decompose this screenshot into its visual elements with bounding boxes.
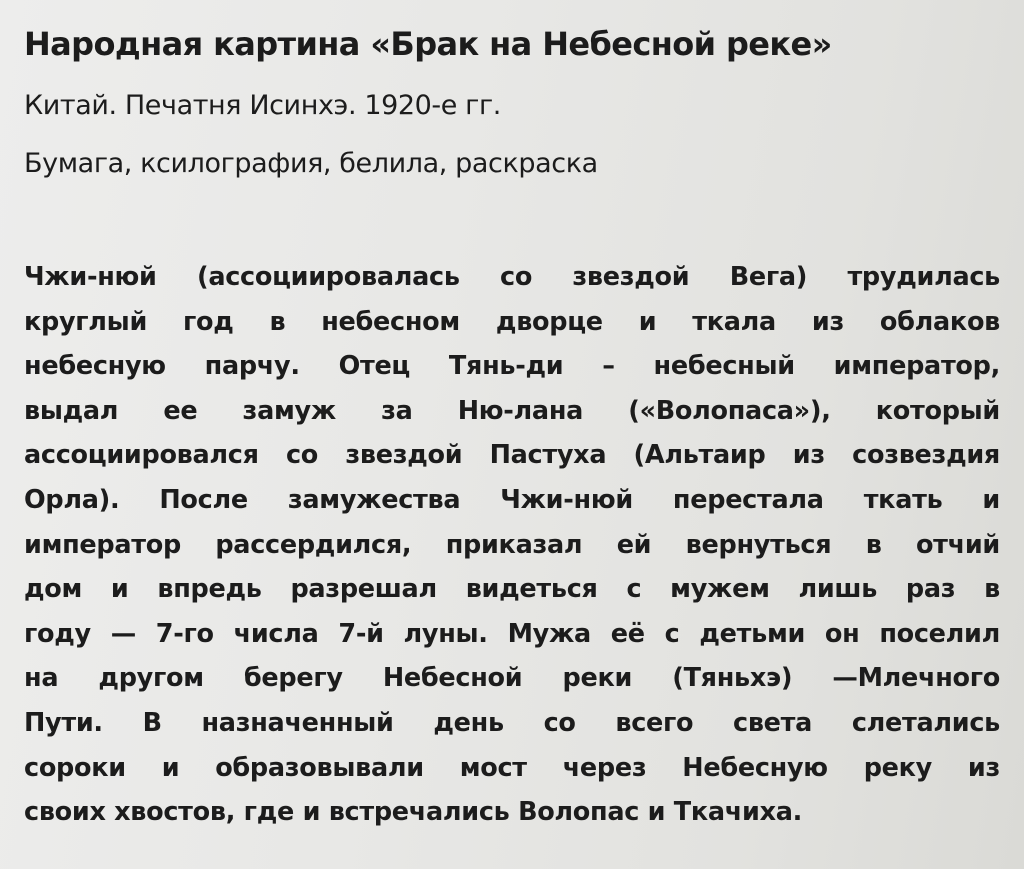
description-line: выдал ее замуж за Ню-лана («Волопаса»), который [24,395,1000,426]
artwork-origin: Китай. Печатня Исинхэ. 1920-е гг. [24,90,501,121]
description-line: Пути. В назначенный день со всего света слетались [24,707,1000,738]
description-line: году — 7-го числа 7-й луны. Мужа её с детьми он поселил [24,618,1000,649]
description-line: ассоциировался со звездой Пастуха (Альтаир из созвездия [24,440,1000,471]
description-line: дом и впредь разрешал видеться с мужем лишь раз в [24,574,1000,605]
description-line: император рассердился, приказал ей вернуться в отчий [24,529,1000,560]
artwork-materials: Бумага, ксилография, белила, раскраска [24,148,598,179]
artwork-description [24,255,1000,835]
description-line: на другом берегу Небесной реки (Тяньхэ) —Млечного [24,663,1000,694]
description-line: сороки и образовывали мост через Небесную реку из [24,752,1000,783]
description-line: Чжи-нюй (ассоциировалась со звездой Вега) трудилась [24,262,1000,292]
artwork-title: Народная картина «Брак на Небесной реке» [24,25,832,63]
description-line: своих хвостов, где и встречались Волопас и Ткачиха. [24,797,803,828]
description-line: небесную парчу. Отец Тянь-ди – небесный император, [24,351,1000,382]
description-line: Орла). После замужества Чжи-нюй перестала ткать и [24,484,1000,515]
description-line: круглый год в небесном дворце и ткала из облаков [24,306,1000,337]
